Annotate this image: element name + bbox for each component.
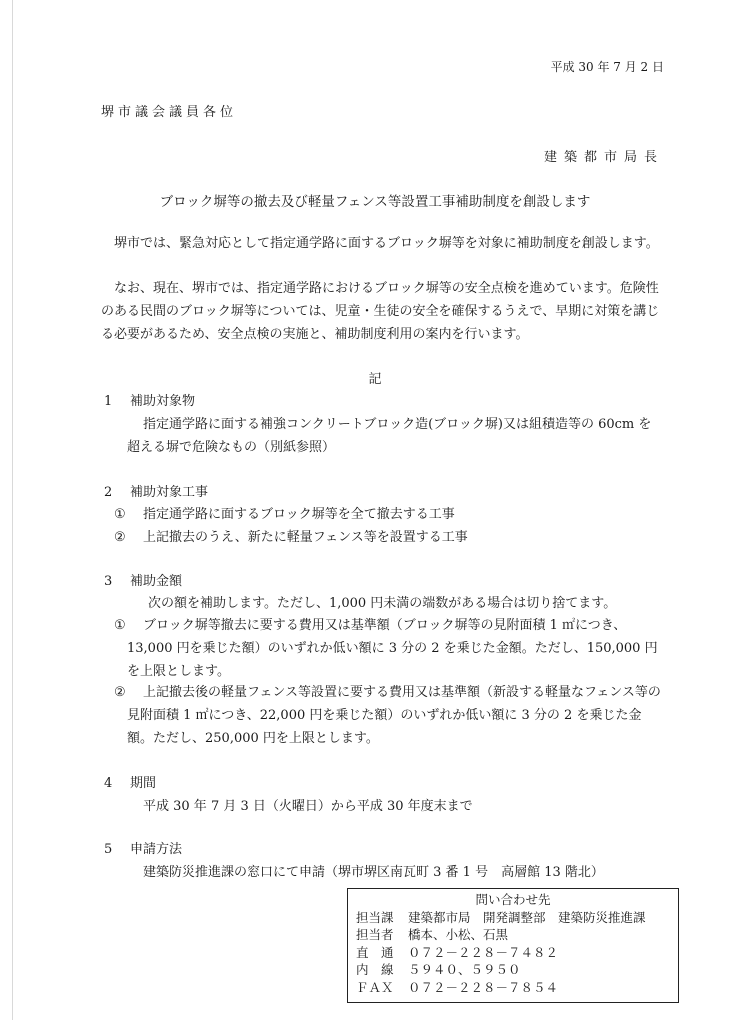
contact-row [348, 979, 678, 997]
item-marker: ① [114, 618, 126, 633]
contact-row [348, 909, 678, 927]
item-marker: ② [114, 685, 126, 700]
section-heading: 期間 [130, 776, 157, 791]
section-number: 4 [104, 776, 113, 791]
intro-paragraph-1: 堺市では、緊急対応として指定通学路に面するブロック塀等を対象に補助制度を創設します。 [114, 236, 659, 251]
contact-label: 直 通 [356, 944, 394, 960]
section-number: 5 [104, 842, 113, 857]
document-title: ブロック塀等の撤去及び軽量フェンス等設置工事補助制度を創設します [159, 194, 591, 210]
section-body: 次の額を補助します。ただし、1,000 円未満の端数がある場合は切り捨てます。 [148, 596, 617, 611]
item-marker: ② [114, 530, 126, 545]
contact-row [348, 926, 678, 944]
item-marker: ① [114, 507, 126, 522]
contact-label: 担当者 [356, 927, 394, 942]
section-number: 3 [104, 574, 113, 589]
section-body: 平成 30 年 7 月 3 日（火曜日）から平成 30 年度末まで [143, 799, 473, 814]
section-body: 指定通学路に面する補強コンクリートブロック造(ブロック塀)又は組積造等の 60cm を超える塀で危険なもの（別紙参照） [127, 417, 652, 455]
contact-label: 担当課 [356, 909, 394, 925]
section-heading: 補助金額 [130, 574, 183, 589]
section-number: 2 [104, 485, 113, 500]
contact-label: 内 線 [356, 962, 394, 977]
contact-value: ０７２－２２８－７４８２ [408, 944, 559, 960]
contact-value: 橋本、小松、石黒 [408, 927, 509, 942]
section-heading: 補助対象物 [130, 394, 196, 409]
contact-value: ０７２－２２８－７８５４ [408, 979, 559, 995]
page-edge-line [12, 0, 13, 1020]
contact-row [348, 961, 678, 979]
intro-paragraph-2: なお、現在、堺市では、指定通学路におけるブロック塀等の安全点検を進めています。危険性のある民間のブロック塀等については、児童・生徒の安全を確保するうえで、早期に対策を講じる必要があるため、安全点検の実施と、補助制度利用の案内を行います。 [101, 281, 660, 342]
contact-value: ５９４０、５９５０ [408, 962, 521, 977]
contact-box [347, 888, 679, 1003]
contact-value: 建築都市局 開発調整部 建築防災推進課 [408, 909, 646, 925]
section-number: 1 [104, 394, 113, 409]
addressee: 堺市議会議員各位 [101, 105, 238, 120]
contact-label: ＦＡＸ [356, 979, 394, 995]
contact-row [348, 944, 678, 962]
contact-title: 問い合わせ先 [475, 892, 551, 907]
document-date: 平成 30 年 7 月 2 日 [550, 60, 664, 74]
section-body: 建築防災推進課の窓口にて申請（堺市堺区南瓦町 3 番 1 号 高層館 13 階北） [143, 865, 604, 880]
section-heading: 申請方法 [130, 842, 183, 857]
list-item: 指定通学路に面するブロック塀等を全て撤去する工事 [143, 507, 455, 522]
list-item: 上記撤去のうえ、新たに軽量フェンス等を設置する工事 [143, 530, 468, 545]
list-item: 上記撤去後の軽量フェンス等設置に要する費用又は基準額（新設する軽量なフェンス等の見附面積 1 ㎡につき、22,000 円を乗じた額）のいずれか低い額に 3 分の 2 を乗じた金額。ただし、250,000 円を上限とします。 [127, 685, 661, 746]
list-item: ブロック塀等撤去に要する費用又は基準額（ブロック塀等の見附面積 1 ㎡につき、13,000 円を乗じた額）のいずれか低い額に 3 分の 2 を乗じた金額。ただし、150,000 円を上限とします。 [127, 618, 658, 679]
section-heading: 補助対象工事 [130, 485, 209, 500]
sender: 建築都市局長 [543, 150, 664, 165]
ki-heading: 記 [368, 372, 382, 387]
